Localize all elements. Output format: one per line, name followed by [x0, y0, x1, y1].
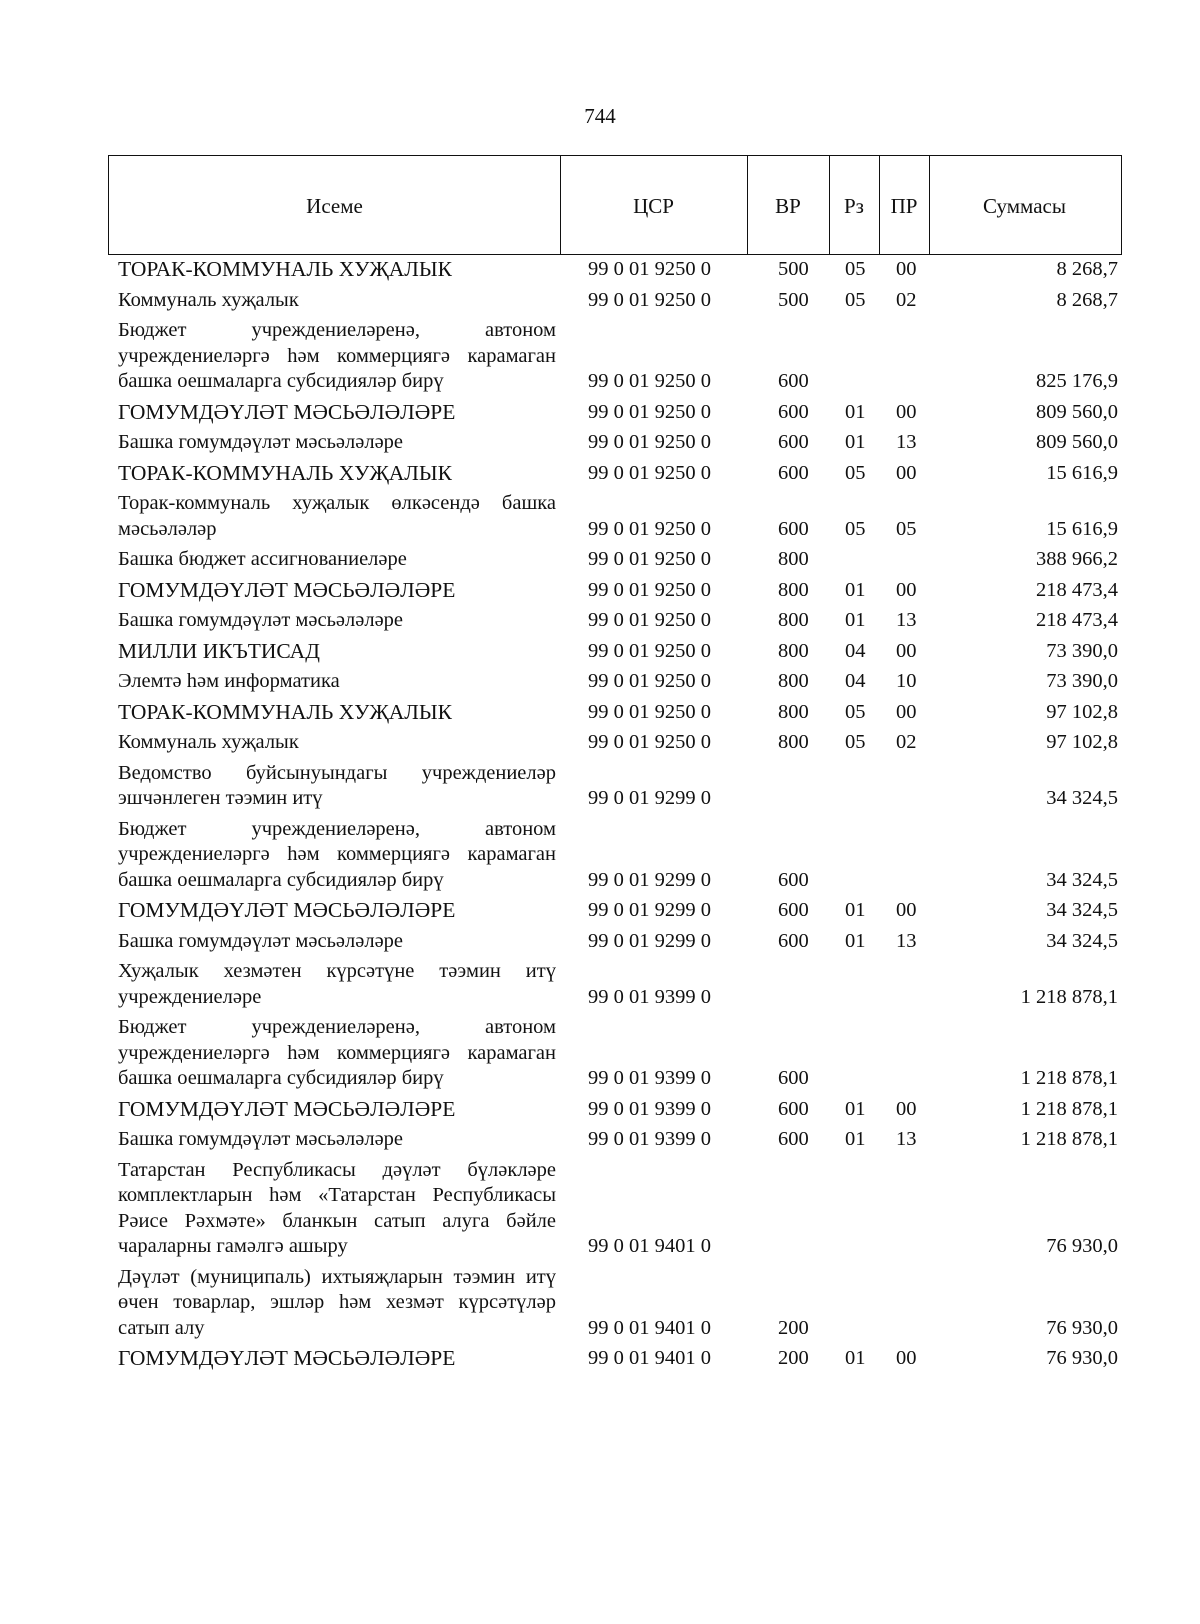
row-csr: 99 0 01 9399 0: [588, 1097, 711, 1120]
row-csr: 99 0 01 9399 0: [588, 985, 711, 1008]
row-vr: 800: [778, 670, 809, 692]
table-row: [118, 1346, 1118, 1372]
row-rz: 05: [845, 517, 866, 540]
row-pr: 00: [896, 461, 917, 484]
row-vr: 800: [778, 548, 809, 570]
row-pr: 13: [896, 431, 917, 453]
header-csr: ЦСР: [633, 194, 674, 218]
row-vr: 600: [778, 929, 809, 952]
row-sum: 76 930,0: [1046, 1347, 1118, 1369]
row-vr: 600: [778, 1128, 809, 1150]
row-name: Дәүләт (муниципаль) ихтыяҗларын тәэмин итү өчен товарлар, эшләр һәм хезмәт күрсәтүләр сатып алу: [118, 1265, 556, 1339]
table-row: [118, 761, 1118, 812]
table-row: [118, 730, 1118, 756]
row-vr: 800: [778, 578, 809, 601]
table-row: [118, 461, 1118, 487]
row-csr: 99 0 01 9401 0: [588, 1235, 711, 1257]
row-name: Башка гомумдәүләт мәсьәләләре: [118, 929, 404, 952]
row-rz: 05: [845, 700, 866, 723]
table-row: [118, 1158, 1118, 1260]
row-rz: 05: [845, 731, 866, 753]
table-row: [118, 1127, 1118, 1153]
row-name: Бюджет учреждениеләренә, автоном учреждениеләргә һәм коммерциягә карамаган башка оешмаларга субсидияләр бирү: [118, 1016, 556, 1089]
row-name: ГОМУМДӘҮЛӘТ МӘСЬӘЛӘЛӘРЕ: [118, 399, 456, 424]
row-name: Татарстан Республикасы дәүләт бүләкләре комплектларын һәм «Татарстан Республикасы Рәисе Рәхмәте» бланкын сатып алуга бәйле чараларны гамәлгә ашыру: [118, 1158, 556, 1257]
row-sum: 76 930,0: [1046, 1235, 1118, 1257]
row-rz: 01: [845, 431, 866, 453]
row-rz: 01: [845, 929, 866, 952]
row-pr: 00: [896, 258, 917, 280]
row-vr: 600: [778, 461, 809, 484]
row-name: Коммуналь хуҗалык: [118, 288, 299, 311]
table-row: [118, 639, 1118, 665]
row-vr: 600: [778, 1097, 809, 1120]
row-name: МИЛЛИ ИКЪТИСАД: [118, 638, 320, 663]
row-name: Бюджет учреждениеләренә, автоном учреждениеләргә һәм коммерциягә карамаган башка оешмаларга субсидияләр бирү: [118, 319, 556, 392]
row-vr: 800: [778, 731, 809, 753]
header-name: Исеме: [306, 194, 363, 218]
row-csr: 99 0 01 9399 0: [588, 1128, 711, 1150]
row-csr: 99 0 01 9299 0: [588, 868, 711, 891]
row-pr: 00: [896, 1097, 917, 1120]
row-rz: 05: [845, 461, 866, 484]
row-pr: 13: [896, 929, 917, 952]
row-name: Башка гомумдәүләт мәсьәләләре: [118, 1128, 404, 1150]
row-sum: 76 930,0: [1046, 1316, 1118, 1339]
row-vr: 500: [778, 288, 809, 311]
row-csr: 99 0 01 9401 0: [588, 1316, 711, 1339]
row-sum: 1 218 878,1: [1020, 1097, 1118, 1120]
row-csr: 99 0 01 9250 0: [588, 670, 711, 692]
row-pr: 05: [896, 517, 917, 540]
table-row: [118, 608, 1118, 634]
row-rz: 01: [845, 1128, 866, 1150]
table-row: [118, 547, 1118, 573]
row-rz: 01: [845, 609, 866, 631]
row-csr: 99 0 01 9250 0: [588, 731, 711, 753]
row-pr: 10: [896, 670, 917, 692]
row-vr: 600: [778, 431, 809, 453]
row-rz: 01: [845, 578, 866, 601]
row-csr: 99 0 01 9401 0: [588, 1347, 711, 1369]
row-sum: 1 218 878,1: [1020, 985, 1118, 1008]
table-row: [118, 898, 1118, 924]
table-row: [118, 318, 1118, 395]
row-sum: 218 473,4: [1036, 609, 1118, 631]
row-csr: 99 0 01 9250 0: [588, 370, 711, 392]
header-pr: ПР: [890, 194, 918, 218]
row-sum: 73 390,0: [1046, 670, 1118, 692]
row-csr: 99 0 01 9250 0: [588, 578, 711, 601]
row-pr: 00: [896, 639, 917, 662]
row-vr: 600: [778, 400, 809, 423]
row-name: Башка гомумдәүләт мәсьәләләре: [118, 431, 404, 453]
row-sum: 218 473,4: [1036, 578, 1118, 601]
row-pr: 13: [896, 609, 917, 631]
row-pr: 00: [896, 578, 917, 601]
row-csr: 99 0 01 9250 0: [588, 517, 711, 540]
table-row: [118, 491, 1118, 542]
table-row: [118, 288, 1118, 314]
table-row: [118, 959, 1118, 1010]
table-row: [118, 257, 1118, 283]
header-sum: Суммасы: [983, 194, 1066, 218]
row-sum: 809 560,0: [1036, 400, 1118, 423]
row-vr: 600: [778, 517, 809, 540]
row-name: Хуҗалык хезмәтен күрсәтүне тәэмин итү учреждениеләре: [118, 960, 556, 1008]
row-name: Ведомство буйсынуындагы учреждениеләр эшчәнлеген тәэмин итү: [118, 761, 556, 809]
row-pr: 00: [896, 400, 917, 423]
row-rz: 01: [845, 400, 866, 423]
row-name: ГОМУМДӘҮЛӘТ МӘСЬӘЛӘЛӘРЕ: [118, 577, 456, 602]
row-vr: 800: [778, 609, 809, 631]
row-sum: 34 324,5: [1046, 929, 1118, 952]
row-csr: 99 0 01 9299 0: [588, 929, 711, 952]
table-row: [118, 669, 1118, 695]
row-pr: 00: [896, 1347, 917, 1369]
row-name: Элемтә һәм информатика: [118, 670, 340, 692]
row-sum: 809 560,0: [1036, 431, 1118, 453]
row-name: ТОРАК-КОММУНАЛЬ ХУҖАЛЫК: [118, 699, 452, 724]
row-csr: 99 0 01 9299 0: [588, 899, 711, 921]
row-sum: 1 218 878,1: [1020, 1067, 1118, 1089]
row-csr: 99 0 01 9250 0: [588, 461, 711, 484]
row-sum: 825 176,9: [1036, 370, 1118, 392]
table-row: [118, 1015, 1118, 1092]
row-csr: 99 0 01 9250 0: [588, 548, 711, 570]
row-pr: 02: [896, 731, 917, 753]
row-sum: 15 616,9: [1046, 461, 1118, 484]
row-name: Бюджет учреждениеләренә, автоном учреждениеләргә һәм коммерциягә карамаган башка оешмаларга субсидияләр бирү: [118, 817, 556, 891]
row-sum: 97 102,8: [1046, 731, 1118, 753]
row-csr: 99 0 01 9250 0: [588, 400, 711, 423]
row-csr: 99 0 01 9250 0: [588, 431, 711, 453]
page-number: 744: [584, 104, 616, 128]
row-vr: 800: [778, 639, 809, 662]
row-sum: 1 218 878,1: [1020, 1128, 1118, 1150]
row-vr: 500: [778, 258, 809, 280]
row-vr: 600: [778, 868, 809, 891]
row-name: ТОРАК-КОММУНАЛЬ ХУҖАЛЫК: [118, 460, 452, 485]
row-vr: 600: [778, 1067, 809, 1089]
row-vr: 800: [778, 700, 809, 723]
row-rz: 01: [845, 1347, 866, 1369]
row-pr: 00: [896, 899, 917, 921]
table-row: [118, 430, 1118, 456]
row-pr: 13: [896, 1128, 917, 1150]
row-csr: 99 0 01 9399 0: [588, 1067, 711, 1089]
table-row: [118, 1265, 1118, 1342]
row-sum: 97 102,8: [1046, 700, 1118, 723]
row-pr: 00: [896, 700, 917, 723]
row-pr: 02: [896, 288, 917, 311]
row-name: ГОМУМДӘҮЛӘТ МӘСЬӘЛӘЛӘРЕ: [118, 1346, 456, 1370]
row-vr: 600: [778, 370, 809, 392]
row-sum: 8 268,7: [1056, 288, 1118, 311]
row-rz: 04: [845, 639, 866, 662]
row-sum: 34 324,5: [1046, 868, 1118, 891]
row-sum: 34 324,5: [1046, 899, 1118, 921]
row-rz: 05: [845, 288, 866, 311]
header-vr: ВР: [775, 194, 801, 218]
row-sum: 34 324,5: [1046, 787, 1118, 809]
table-row: [118, 817, 1118, 894]
row-name: ГОМУМДӘҮЛӘТ МӘСЬӘЛӘЛӘРЕ: [118, 898, 456, 922]
row-sum: 8 268,7: [1056, 258, 1118, 280]
row-rz: 01: [845, 899, 866, 921]
row-sum: 15 616,9: [1046, 517, 1118, 540]
row-csr: 99 0 01 9250 0: [588, 609, 711, 631]
table-row: [118, 578, 1118, 604]
row-csr: 99 0 01 9250 0: [588, 288, 711, 311]
row-name: Башка гомумдәүләт мәсьәләләре: [118, 609, 404, 631]
table-row: [118, 1097, 1118, 1123]
row-csr: 99 0 01 9250 0: [588, 639, 711, 662]
table-header: [108, 155, 1122, 255]
row-name: Торак-коммуналь хуҗалык өлкәсендә башка мәсьәләләр: [118, 492, 556, 540]
row-vr: 200: [778, 1316, 809, 1339]
table-body: [118, 257, 1118, 1372]
row-csr: 99 0 01 9250 0: [588, 700, 711, 723]
row-vr: 600: [778, 899, 809, 921]
row-rz: 01: [845, 1097, 866, 1120]
row-name: Коммуналь хуҗалык: [118, 731, 299, 753]
table-row: [118, 400, 1118, 426]
table-row: [118, 700, 1118, 726]
table-row: [118, 929, 1118, 955]
row-name: ГОМУМДӘҮЛӘТ МӘСЬӘЛӘЛӘРЕ: [118, 1096, 456, 1121]
row-vr: 200: [778, 1347, 809, 1369]
header-rz: Рз: [844, 194, 864, 218]
row-csr: 99 0 01 9250 0: [588, 258, 711, 280]
row-rz: 04: [845, 670, 866, 692]
row-csr: 99 0 01 9299 0: [588, 787, 711, 809]
row-rz: 05: [845, 258, 866, 280]
row-sum: 388 966,2: [1036, 548, 1118, 570]
row-name: Башка бюджет ассигнованиеләре: [118, 548, 407, 570]
row-name: ТОРАК-КОММУНАЛЬ ХУҖАЛЫК: [118, 257, 452, 281]
row-sum: 73 390,0: [1046, 639, 1118, 662]
